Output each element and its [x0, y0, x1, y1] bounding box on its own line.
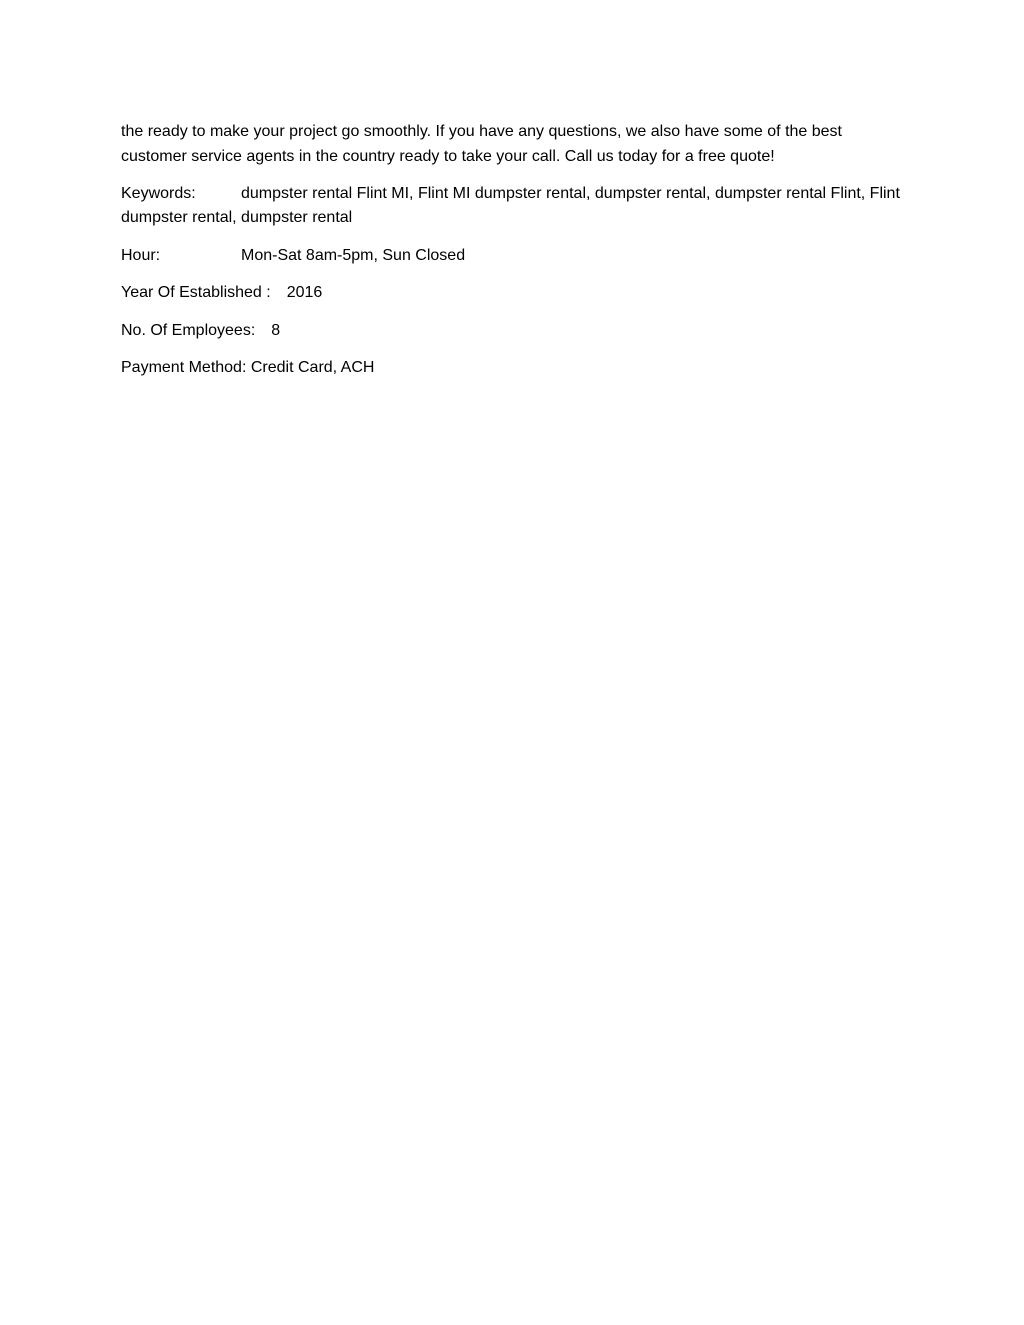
year-established-value: 2016	[286, 284, 323, 301]
hour-label: Hour:	[121, 246, 161, 264]
keywords-value: dumpster rental Flint MI, Flint MI dumpster rental, dumpster rental, dumpster rental Flint, Flint dumpster rental, dumpster rental	[121, 184, 900, 226]
document-body	[121, 120, 911, 394]
year-established-label: Year Of Established :	[121, 284, 271, 301]
keywords-label: Keywords:	[121, 184, 196, 202]
keywords-row	[121, 182, 911, 231]
employees-row	[121, 319, 911, 344]
year-established-row	[121, 281, 911, 306]
employees-label: No. Of Employees:	[121, 321, 256, 339]
payment-label: Payment Method:	[121, 359, 247, 376]
employees-value: 8	[271, 321, 281, 339]
payment-value: Credit Card, ACH	[250, 359, 375, 376]
intro-paragraph: the ready to make your project go smoothly. If you have any questions, we also have some of the best customer service agents in the country ready to take your call. Call us today for a free quote!	[121, 123, 842, 165]
hour-row	[121, 244, 911, 269]
payment-row	[121, 356, 911, 381]
hour-value: Mon-Sat 8am-5pm, Sun Closed	[241, 246, 466, 264]
